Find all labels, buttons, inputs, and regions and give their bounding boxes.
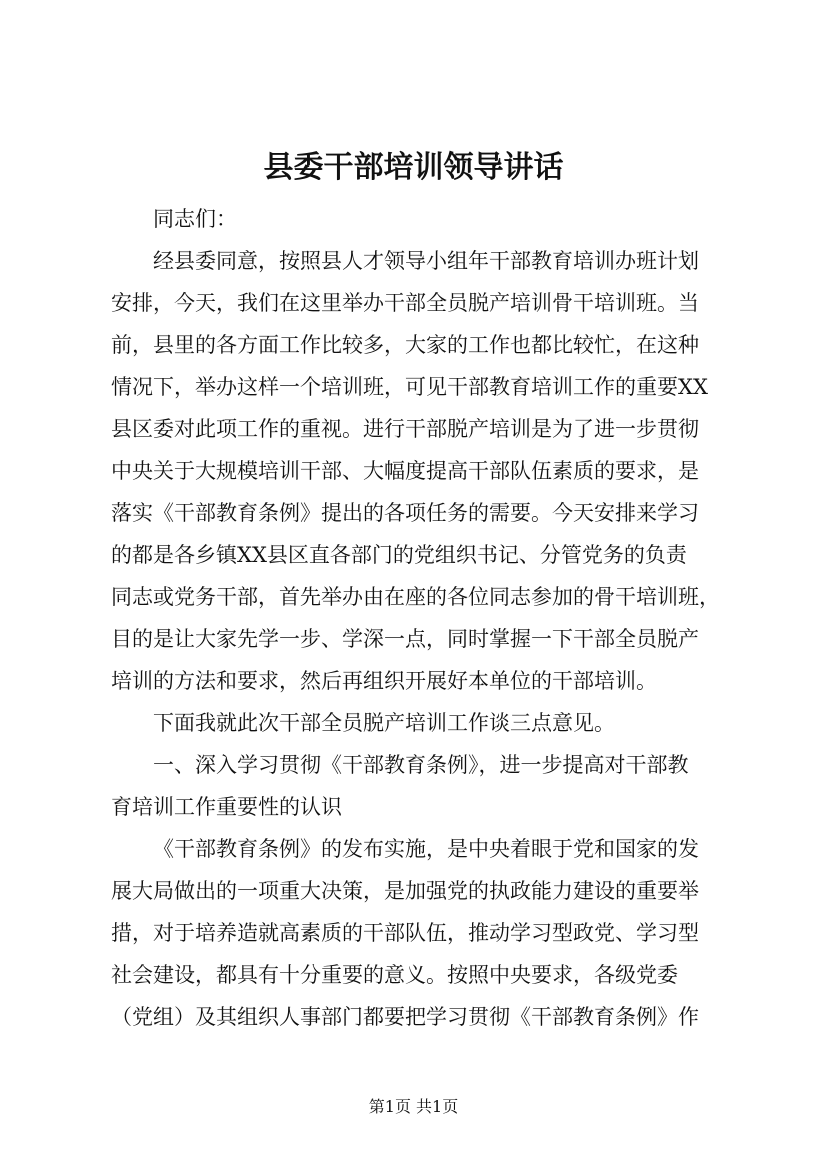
page-number-footer: 第1页 共1页	[368, 1097, 459, 1116]
document-title: 县委干部培训领导讲话	[263, 150, 564, 185]
body-line: 同志们：	[153, 207, 237, 231]
body-line: 落实《干部教育条例》提出的各项任务的需要。今天安排来学习	[111, 501, 699, 525]
body-line: 安排，今天，我们在这里举办干部全员脱产培训骨干培训班。当	[111, 291, 699, 315]
body-line: 培训的方法和要求，然后再组织开展好本单位的干部培训。	[111, 669, 657, 693]
body-line: 社会建设，都具有十分重要的意义。按照中央要求，各级党委	[111, 963, 678, 987]
section-heading-line: 一、深入学习贯彻《干部教育条例》，进一步提高对干部教	[153, 753, 689, 777]
body-line: 目的是让大家先学一步、学深一点，同时掌握一下干部全员脱产	[111, 627, 699, 651]
body-line: 中央关于大规模培训干部、大幅度提高干部队伍素质的要求，是	[111, 459, 699, 483]
body-line: 《干部教育条例》的发布实施，是中央着眼于党和国家的发	[153, 837, 699, 861]
body-line: 前，县里的各方面工作比较多，大家的工作也都比较忙，在这种	[111, 333, 699, 357]
body-line: 同志或党务干部，首先举办由在座的各位同志参加的骨干培训班，	[111, 585, 720, 609]
body-line: 县区委对此项工作的重视。进行干部脱产培训是为了进一步贯彻	[111, 417, 699, 441]
body-line: 经县委同意，按照县人才领导小组年干部教育培训办班计划	[153, 249, 699, 273]
body-line: （党组）及其组织人事部门都要把学习贯彻《干部教育条例》作	[111, 1005, 699, 1029]
section-heading-line: 育培训工作重要性的认识	[111, 795, 342, 819]
body-line: 的都是各乡镇XX县区直各部门的党组织书记、分管党务的负责	[111, 543, 687, 567]
body-line: 情况下，举办这样一个培训班，可见干部教育培训工作的重要XX	[111, 375, 708, 399]
body-line: 措，对于培养造就高素质的干部队伍，推动学习型政党、学习型	[111, 921, 699, 945]
body-line: 下面我就此次干部全员脱产培训工作谈三点意见。	[153, 711, 615, 735]
body-line: 展大局做出的一项重大决策，是加强党的执政能力建设的重要举	[111, 879, 699, 903]
document-body	[111, 198, 727, 1038]
